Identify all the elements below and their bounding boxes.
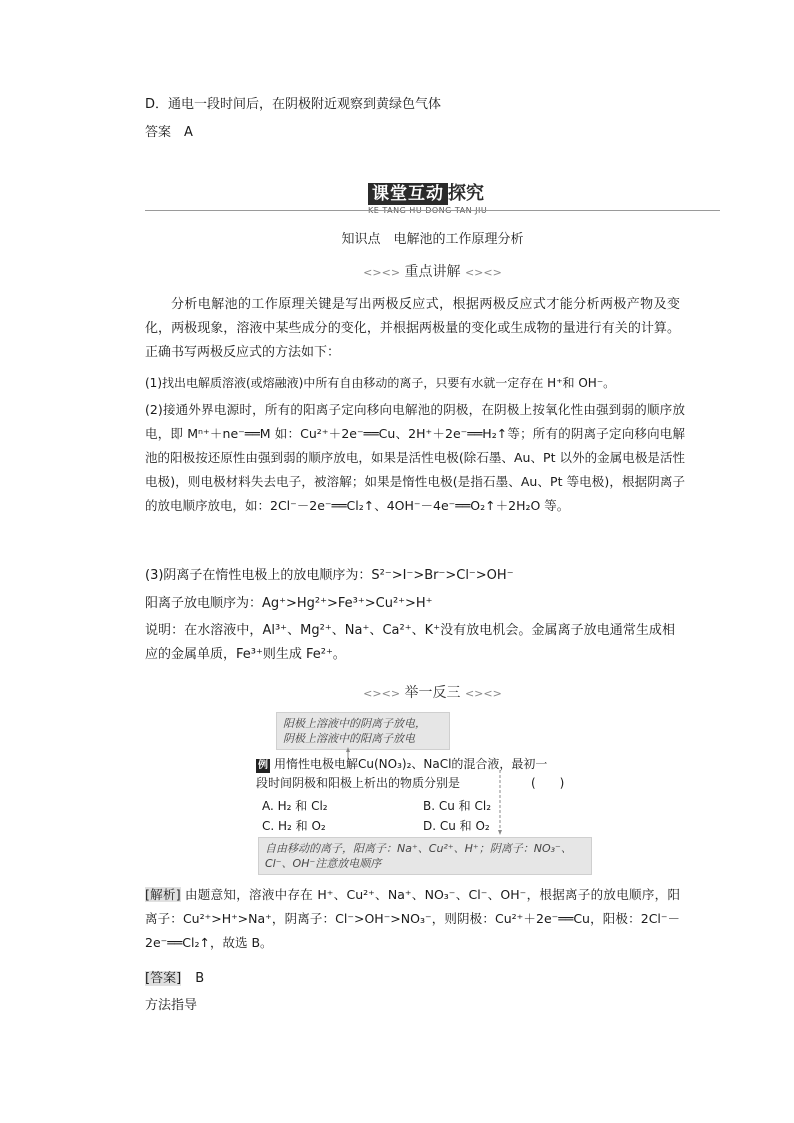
answer-top: 答案 A <box>145 125 193 140</box>
example-line-1 <box>256 755 586 774</box>
step-2: (2)接通外界电源时，所有的阳离子定向移向电解池的阴极，在阴极上按氧化性由强到弱的顺序放电，即 Mⁿ⁺＋ne⁻══M 如：Cu²⁺＋2e⁻══Cu、2H⁺＋2e⁻══H₂↑等；所有的阴离子定向移向电解池的阳极按还原性由强到弱的顺序放电，如果是活性电极(除石墨、Au、Pt 以外的金属电极是活性电极)，则电极材料失去电子，被溶解；如果是惰性电极(是指石墨、Au、Pt 等电极)，根据阴离子的放电顺序放电，如：2Cl⁻－2e⁻══Cl₂↑、4OH⁻－4e⁻══O₂↑＋2H₂O 等。 <box>145 402 685 513</box>
key-points-label: 重点讲解 <box>404 264 461 280</box>
option-b[interactable]: B. Cu 和 Cl₂ <box>423 799 491 813</box>
banner-main: 课堂互动 <box>368 183 448 205</box>
option-d: D．通电一段时间后，在阴极附近观察到黄绿色气体 <box>145 97 442 112</box>
answer-label: [答案] <box>145 971 182 986</box>
practice-label: 举一反三 <box>404 685 461 701</box>
analysis-text: 由题意知，溶液中存在 H⁺、Cu²⁺、Na⁺、NO₃⁻、Cl⁻、OH⁻，根据离子的放电顺序，阳离子：Cu²⁺>H⁺>Na⁺，阴离子：Cl⁻>OH⁻>NO₃⁻，则阴极：Cu²⁺＋2e⁻══Cu，阳极：2Cl⁻－2e⁻══Cl₂↑，故选 B。 <box>145 887 680 950</box>
example-line-2 <box>256 774 586 793</box>
answer-value: B <box>195 971 205 986</box>
annotation-bottom <box>258 837 592 875</box>
annotation-top-line-1: 阳极上溶液中的阴离子放电， <box>283 717 426 730</box>
answer-row <box>145 970 204 988</box>
banner-pinyin: KE TANG HU DONG TAN JIU <box>368 206 488 215</box>
annotation-top <box>276 712 450 750</box>
practice-heading <box>145 682 720 702</box>
example-question <box>256 755 586 793</box>
right-chevron-icon: <><> <box>464 266 502 279</box>
annotation-bottom-line-2: Cl⁻、OH⁻注意放电顺序 <box>265 857 382 870</box>
intro-paragraph: 分析电解池的工作原理关键是写出两极反应式，根据两极反应式才能分析两极产物及变化，两极现象，溶液中某些成分的变化，并根据两极量的变化或生成物的量进行有关的计算。正确书写两极反应式的方法如下： <box>145 297 680 360</box>
right-chevron-icon: <><> <box>464 687 502 700</box>
key-points-heading <box>145 261 720 281</box>
step-3-cation-order: 阳离子放电顺序为：Ag⁺>Hg²⁺>Fe³⁺>Cu²⁺>H⁺ <box>145 596 433 611</box>
example-blank: ( ) <box>531 776 565 790</box>
option-a[interactable]: A. H₂ 和 Cl₂ <box>262 799 328 813</box>
option-d-answer[interactable]: D. Cu 和 O₂ <box>423 819 490 833</box>
banner-tail: 探究 <box>448 183 484 204</box>
section-banner <box>368 183 508 205</box>
analysis-label: [解析] <box>145 887 181 902</box>
analysis-paragraph <box>145 883 680 955</box>
left-chevron-icon: <><> <box>363 687 401 700</box>
left-chevron-icon: <><> <box>363 266 401 279</box>
example-tag: 例 <box>258 760 268 771</box>
annotation-bottom-line-1: 自由移动的离子，阳离子：Na⁺、Cu²⁺、H⁺；阴离子：NO₃⁻、 <box>265 842 572 855</box>
example-stem-1: 用惰性电极电解Cu(NO₃)₂、NaCl的混合液，最初一 <box>274 757 548 771</box>
method-heading: 方法指导 <box>145 998 198 1013</box>
example-stem-2: 段时间阴极和阳极上析出的物质分别是 <box>256 776 461 790</box>
step-1: (1)找出电解质溶液(或熔融液)中所有自由移动的离子，只要有水就一定存在 H⁺和 OH⁻。 <box>145 376 616 390</box>
section-divider <box>145 210 720 211</box>
step-3-anion-order: (3)阴离子在惰性电极上的放电顺序为：S²⁻>I⁻>Br⁻>Cl⁻>OH⁻ <box>145 568 514 583</box>
knowledge-point-title: 知识点 电解池的工作原理分析 <box>341 232 524 247</box>
option-c[interactable]: C. H₂ 和 O₂ <box>262 819 326 833</box>
annotation-top-line-2: 阴极上溶液中的阳离子放电 <box>283 732 415 745</box>
note-paragraph: 说明：在水溶液中，Al³⁺、Mg²⁺、Na⁺、Ca²⁺、K⁺没有放电机会。金属离子放电通常生成相应的金属单质，Fe³⁺则生成 Fe²⁺。 <box>145 623 675 662</box>
